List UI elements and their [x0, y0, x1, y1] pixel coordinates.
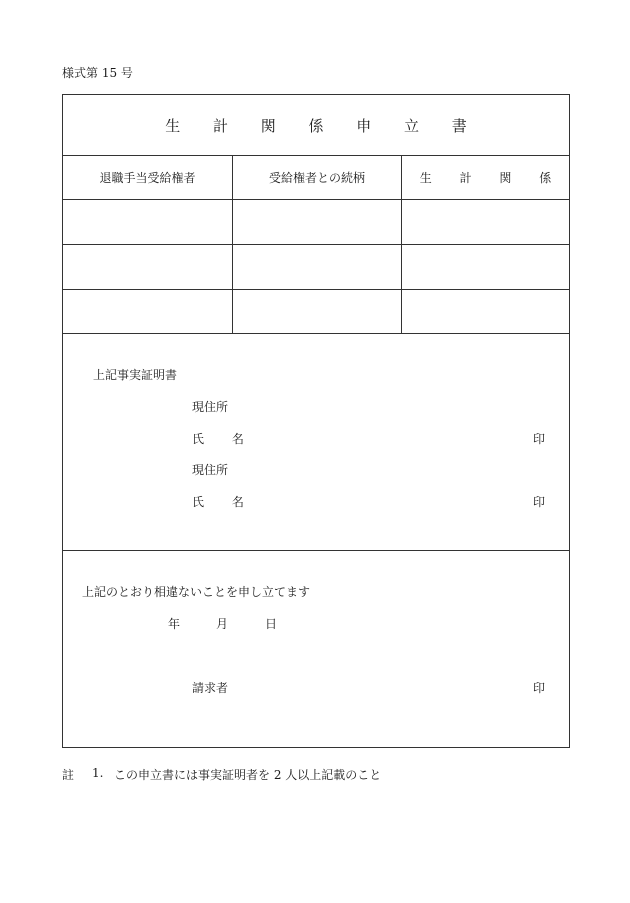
declaration-section — [63, 551, 569, 749]
recipient-cell[interactable] — [63, 200, 233, 244]
relationship-cell[interactable] — [233, 200, 402, 244]
livelihood-cell[interactable] — [402, 200, 569, 244]
header-recipient: 退職手当受給権者 — [63, 156, 233, 199]
certifier-2-address-label: 現住所 — [192, 463, 229, 477]
header-relationship: 受給権者との続柄 — [233, 156, 402, 199]
relationship-cell[interactable] — [233, 245, 402, 289]
application-form — [62, 94, 570, 748]
certifier-1-address-label: 現住所 — [192, 400, 229, 414]
certifier-2-name-label: 氏 名 — [192, 495, 256, 509]
table-row — [63, 200, 569, 245]
footnote-number: 1. — [92, 766, 104, 780]
declaration-text: 上記のとおり相違ないことを申し立てます — [82, 585, 311, 599]
date-month-label: 月 — [216, 617, 229, 631]
form-number: 様式第 15 号 — [62, 66, 133, 80]
date-year-label: 年 — [168, 617, 181, 631]
table-row — [63, 245, 569, 290]
form-title-text: 生 計 関 係 申 立 書 — [165, 116, 481, 135]
header-livelihood-text: 生 計 関 係 — [419, 171, 564, 185]
certification-section — [63, 334, 569, 551]
footnote — [62, 766, 381, 783]
recipient-cell[interactable] — [63, 245, 233, 289]
header-livelihood — [402, 156, 569, 199]
recipient-cell[interactable] — [63, 290, 233, 333]
livelihood-cell[interactable] — [402, 290, 569, 333]
footnote-prefix: 註 — [62, 768, 75, 782]
livelihood-cell[interactable] — [402, 245, 569, 289]
certification-heading: 上記事実証明書 — [93, 368, 178, 382]
relationship-table — [63, 156, 569, 334]
date-day-label: 日 — [265, 617, 278, 631]
form-title — [63, 95, 569, 156]
footnote-text: この申立書には事実証明者を 2 人以上記載のこと — [114, 768, 382, 782]
certifier-1-name-label: 氏 名 — [192, 432, 256, 446]
claimant-label: 請求者 — [192, 681, 229, 695]
certifier-2-seal: 印 — [532, 495, 545, 509]
table-header-row — [63, 156, 569, 200]
relationship-cell[interactable] — [233, 290, 402, 333]
table-row — [63, 290, 569, 334]
certifier-1-seal: 印 — [532, 432, 545, 446]
claimant-seal: 印 — [532, 681, 545, 695]
